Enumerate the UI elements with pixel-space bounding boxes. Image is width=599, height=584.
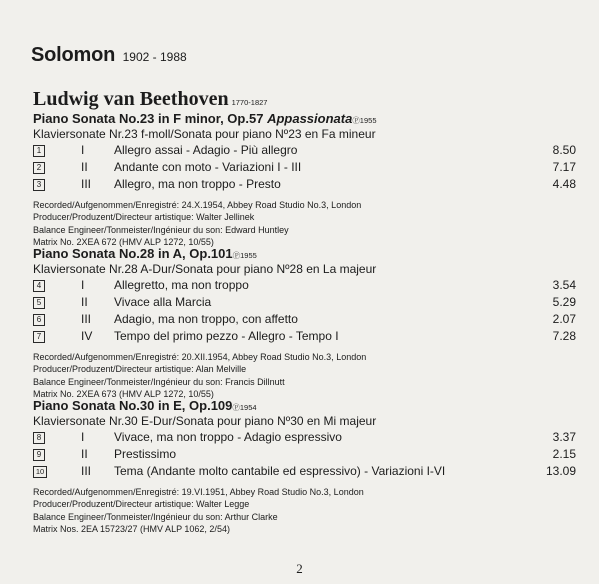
credit-recorded: Recorded/Aufgenommen/Enregistré: 24.X.1954, Abbey Road Studio No.3, London [33, 200, 362, 210]
work-sonata-28 [33, 246, 576, 400]
track-row [33, 328, 576, 345]
composer-header [33, 88, 267, 111]
track-row [33, 311, 576, 328]
track-duration: 4.48 [552, 177, 576, 191]
track-number-box: 9 [33, 449, 45, 461]
track-title: Allegro, ma non troppo - Presto [114, 177, 281, 191]
credit-producer: Producer/Produzent/Directeur artistique: Alan Melville [33, 364, 247, 375]
track-row [33, 446, 576, 463]
track-title: Tema (Andante molto cantabile ed espressivo) - Variazioni I-VI [114, 464, 446, 478]
credit-producer: Producer/Produzent/Directeur artistique: Walter Legge [33, 499, 250, 510]
composer-years: 1770-1827 [231, 98, 268, 107]
work-subtitle: Klaviersonate Nr.28 A-Dur/Sonata pour piano Nº28 en La majeur [33, 262, 377, 276]
track-movement: I [81, 278, 85, 292]
work-subtitle: Klaviersonate Nr.30 E-Dur/Sonata pour piano Nº30 en Mi majeur [33, 414, 377, 428]
recording-credits [33, 199, 576, 248]
track-movement: I [81, 430, 85, 444]
credit-recorded: Recorded/Aufgenommen/Enregistré: 20.XII.1954, Abbey Road Studio No.3, London [33, 352, 367, 362]
track-number-box: 3 [33, 179, 45, 191]
work-sonata-30 [33, 398, 576, 535]
track-movement: II [81, 295, 88, 309]
composer-name: Ludwig van Beethoven [33, 88, 229, 110]
track-title: Adagio, ma non troppo, con affetto [114, 312, 298, 326]
track-duration: 7.28 [552, 329, 576, 343]
track-duration: 2.07 [552, 312, 576, 326]
phonographic-year: Ⓟ1955 [352, 116, 377, 125]
work-sonata-23 [33, 111, 576, 248]
track-number-box: 2 [33, 162, 45, 174]
track-number-box: 10 [33, 466, 47, 478]
track-number-box: 4 [33, 280, 45, 292]
credit-producer: Producer/Produzent/Directeur artistique: Walter Jellinek [33, 212, 255, 223]
track-movement: III [81, 312, 92, 326]
track-duration: 8.50 [552, 143, 576, 157]
credit-matrix: Matrix No. 2XEA 673 (HMV ALP 1272, 10/55) [33, 388, 214, 399]
work-title [33, 111, 576, 127]
artist-name: Solomon [31, 44, 116, 66]
work-title-text: Piano Sonata No.30 in E, Op.109 [33, 398, 233, 413]
track-title: Vivace, ma non troppo - Adagio espressivo [114, 430, 342, 444]
credit-matrix: Matrix Nos. 2EA 15723/27 (HMV ALP 1062, 2/54) [33, 523, 230, 534]
track-duration: 13.09 [545, 464, 576, 478]
work-subtitle: Klaviersonate Nr.23 f-moll/Sonata pour piano Nº23 en Fa mineur [33, 127, 376, 141]
track-movement: II [81, 160, 88, 174]
track-number-box: 7 [33, 331, 45, 343]
track-movement: III [81, 177, 92, 191]
track-duration: 7.17 [552, 160, 576, 174]
credit-engineer: Balance Engineer/Tonmeister/Ingénieur du son: Francis Dillnutt [33, 376, 285, 387]
work-title-text: Piano Sonata No.28 in A, Op.101 [33, 246, 233, 261]
track-row [33, 277, 576, 294]
track-number-box: 5 [33, 297, 45, 309]
recording-credits [33, 486, 576, 535]
recording-credits [33, 351, 576, 400]
track-row [33, 159, 576, 176]
track-number-box: 1 [33, 145, 45, 157]
work-title [33, 246, 576, 262]
track-number-box: 8 [33, 432, 45, 444]
track-movement: III [81, 464, 92, 478]
track-row [33, 142, 576, 159]
track-movement: IV [81, 329, 93, 343]
track-title: Prestissimo [114, 447, 177, 461]
track-row [33, 176, 576, 193]
track-duration: 3.37 [552, 430, 576, 444]
credit-recorded: Recorded/Aufgenommen/Enregistré: 19.VI.1951, Abbey Road Studio No.3, London [33, 487, 364, 497]
track-duration: 5.29 [552, 295, 576, 309]
artist-header [31, 44, 187, 67]
phonographic-year: Ⓟ1955 [232, 251, 257, 260]
track-duration: 3.54 [552, 278, 576, 292]
artist-years: 1902 - 1988 [122, 50, 187, 64]
track-movement: I [81, 143, 85, 157]
track-title: Vivace alla Marcia [114, 295, 212, 309]
work-title [33, 398, 576, 414]
track-row [33, 463, 576, 480]
credit-engineer: Balance Engineer/Tonmeister/Ingénieur du son: Arthur Clarke [33, 511, 278, 522]
track-title: Allegro assai - Adagio - Più allegro [114, 143, 298, 157]
track-row [33, 294, 576, 311]
track-duration: 2.15 [552, 447, 576, 461]
page-number: 2 [296, 561, 303, 576]
track-title: Andante con moto - Variazioni I - III [114, 160, 302, 174]
track-movement: II [81, 447, 88, 461]
track-row [33, 429, 576, 446]
phonographic-year: Ⓟ1954 [232, 403, 257, 412]
track-title: Tempo del primo pezzo - Allegro - Tempo I [114, 329, 339, 343]
track-title: Allegretto, ma non troppo [114, 278, 249, 292]
work-nickname: Appassionata [267, 111, 353, 126]
work-title-text: Piano Sonata No.23 in F minor, Op.57 [33, 111, 264, 126]
track-number-box: 6 [33, 314, 45, 326]
credit-engineer: Balance Engineer/Tonmeister/Ingénieur du son: Edward Huntley [33, 224, 289, 235]
credit-matrix: Matrix No. 2XEA 672 (HMV ALP 1272, 10/55) [33, 236, 214, 247]
